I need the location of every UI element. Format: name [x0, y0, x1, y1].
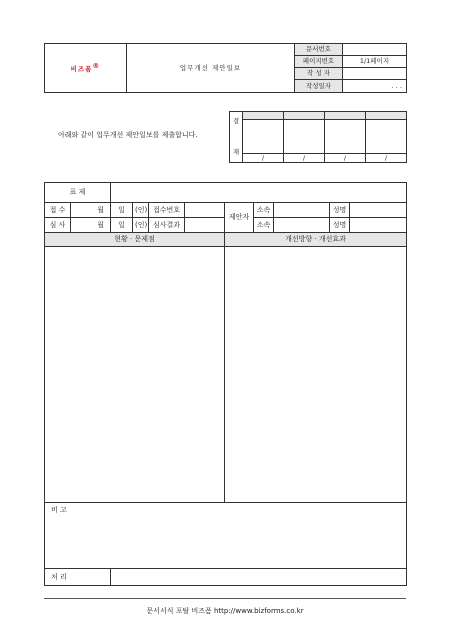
document-title: 업무개선 제안일보 — [127, 44, 295, 93]
approval-date-3[interactable]: / — [325, 154, 366, 163]
author-label: 작 성 자 — [295, 68, 343, 80]
intro-text: 아래와 같이 업무개선 제안일보를 제출합니다. — [58, 131, 198, 139]
date-value[interactable]: . . . — [343, 80, 407, 93]
reviewed-day[interactable]: 일 — [111, 218, 133, 233]
proposal-form — [44, 182, 407, 586]
approval-sign-3[interactable] — [325, 120, 366, 154]
received-number-label: 접수번호 — [149, 203, 185, 218]
document-header — [44, 43, 407, 93]
approval-sign-2[interactable] — [284, 120, 325, 154]
page-number-value: 1/1페이지 — [343, 56, 407, 68]
approval-label: 결 재 — [230, 112, 243, 163]
received-number-field[interactable] — [185, 203, 225, 218]
proposer-dept-field-2[interactable] — [274, 218, 330, 233]
doc-number-value[interactable] — [343, 44, 407, 56]
proposer-name-label-2: 성명 — [330, 218, 350, 233]
remarks-label: 비 고 — [51, 506, 67, 514]
proposer-name-label-1: 성명 — [330, 203, 350, 218]
footer-divider — [44, 598, 406, 599]
approval-sign-4[interactable] — [366, 120, 407, 154]
footer-text: 문서서식 포탈 비즈폼 http://www.bizforms.co.kr — [146, 607, 304, 615]
approval-sign-1[interactable] — [243, 120, 284, 154]
received-day[interactable]: 일 — [111, 203, 133, 218]
approval-title-4[interactable] — [366, 112, 407, 120]
date-label: 작성일자 — [295, 80, 343, 93]
review-result-label: 심사결과 — [149, 218, 185, 233]
improvement-field[interactable] — [225, 247, 407, 503]
bizforms-logo: 비즈폼® — [45, 44, 127, 93]
process-label: 처 리 — [45, 569, 111, 586]
received-seal: (인) — [133, 203, 149, 218]
approval-box — [229, 111, 407, 163]
proposer-name-field-2[interactable] — [350, 218, 407, 233]
approval-date-2[interactable]: / — [284, 154, 325, 163]
reviewed-seal: (인) — [133, 218, 149, 233]
page-number-label: 페이지번호 — [295, 56, 343, 68]
review-result-field[interactable] — [185, 218, 225, 233]
approval-title-1[interactable] — [243, 112, 284, 120]
approval-title-3[interactable] — [325, 112, 366, 120]
remarks-field[interactable] — [45, 503, 407, 569]
proposer-dept-label-1: 소속 — [254, 203, 274, 218]
proposer-dept-label-2: 소속 — [254, 218, 274, 233]
proposer-label: 제안자 — [225, 203, 254, 233]
received-label: 접 수 — [45, 203, 71, 218]
current-status-field[interactable] — [45, 247, 225, 503]
improvement-header: 개선방향 · 개선효과 — [225, 233, 407, 247]
process-field[interactable] — [111, 569, 407, 586]
received-month[interactable]: 월 — [71, 203, 111, 218]
approval-title-2[interactable] — [284, 112, 325, 120]
reviewed-label: 심 사 — [45, 218, 71, 233]
author-value[interactable] — [343, 68, 407, 80]
approval-date-1[interactable]: / — [243, 154, 284, 163]
subject-field[interactable] — [111, 183, 407, 203]
doc-number-label: 문서번호 — [295, 44, 343, 56]
reviewed-month[interactable]: 월 — [71, 218, 111, 233]
current-status-header: 현황 · 문제점 — [45, 233, 225, 247]
proposer-dept-field-1[interactable] — [274, 203, 330, 218]
subject-label: 표 제 — [45, 183, 111, 203]
proposer-name-field-1[interactable] — [350, 203, 407, 218]
approval-date-4[interactable]: / — [366, 154, 407, 163]
